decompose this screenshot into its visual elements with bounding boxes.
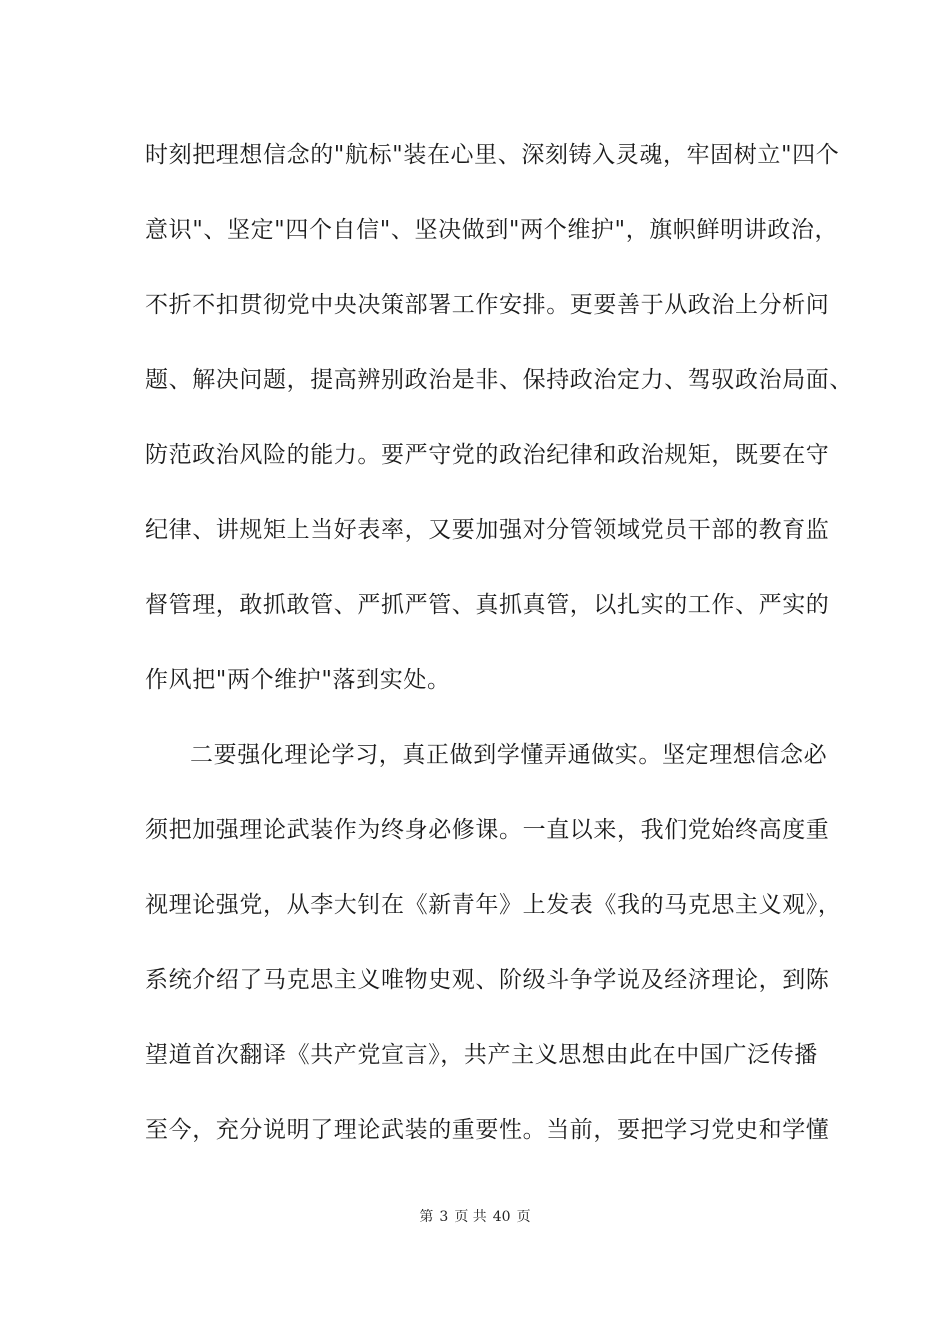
text-line-5: 防范政治风险的能力。要严守党的政治纪律和政治规矩，既要在守 bbox=[145, 442, 830, 468]
footer-total-pages: 40 bbox=[492, 1209, 511, 1225]
text-line-2: 意识"、坚定"四个自信"、坚决做到"两个维护"，旗帜鲜明讲政治， bbox=[145, 217, 839, 243]
footer-middle: 页 共 bbox=[454, 1209, 487, 1225]
text-line-4: 题、解决问题，提高辨别政治是非、保持政治定力、驾驭政治局面、 bbox=[145, 367, 853, 393]
text-line-6: 纪律、讲规矩上当好表率，又要加强对分管领域党员干部的教育监 bbox=[145, 517, 830, 543]
text-line-12: 系统介绍了马克思主义唯物史观、阶级斗争学说及经济理论，到陈 bbox=[145, 967, 830, 993]
text-line-11: 视理论强党，从李大钊在《新青年》上发表《我的马克思主义观》， bbox=[145, 892, 842, 918]
text-line-3: 不折不扣贯彻党中央决策部署工作安排。更要善于从政治上分析问 bbox=[145, 292, 830, 318]
text-line-10: 须把加强理论武装作为终身必修课。一直以来，我们党始终高度重 bbox=[145, 817, 830, 843]
footer-current-page: 3 bbox=[439, 1209, 449, 1225]
text-line-9: 二要强化理论学习，真正做到学懂弄通做实。坚定理想信念必 bbox=[190, 742, 828, 768]
footer-suffix: 页 bbox=[516, 1209, 531, 1225]
text-line-14: 至今，充分说明了理论武装的重要性。当前，要把学习党史和学懂 bbox=[145, 1117, 830, 1143]
text-line-8: 作风把"两个维护"落到实处。 bbox=[145, 667, 451, 693]
footer-prefix: 第 bbox=[419, 1209, 434, 1225]
page-footer bbox=[0, 1208, 950, 1226]
text-line-7: 督管理，敢抓敢管、严抓严管、真抓真管，以扎实的工作、严实的 bbox=[145, 592, 830, 618]
text-line-1: 时刻把理想信念的"航标"装在心里、深刻铸入灵魂，牢固树立"四个 bbox=[145, 142, 840, 168]
text-line-13: 望道首次翻译《共产党宣言》，共产主义思想由此在中国广泛传播 bbox=[145, 1042, 818, 1068]
